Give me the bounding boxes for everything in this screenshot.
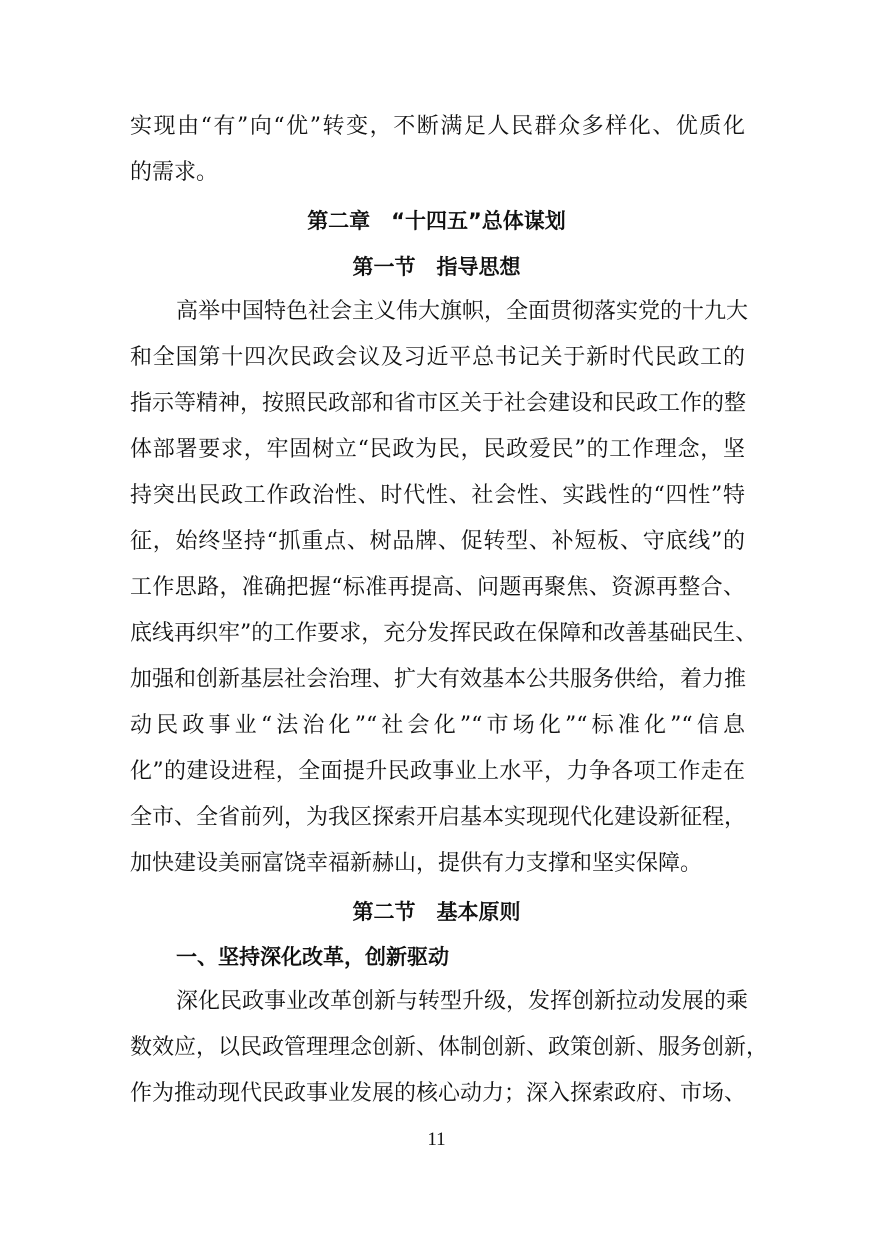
body-text-line: 体部署要求，牢固树立“民政为民，民政爱民”的工作理念，坚: [130, 437, 745, 462]
principle-title: 一、坚持深化改革，创新驱动: [176, 945, 449, 969]
body-text-line: 深化民政事业改革创新与转型升级，发挥创新拉动发展的乘: [176, 989, 749, 1014]
body-text-line: 持突出民政工作政治性、时代性、社会性、实践性的“四性”特: [130, 483, 745, 508]
body-text-line: 加快建设美丽富饶幸福新赫山，提供有力支撑和坚实保障。: [130, 851, 703, 876]
body-text-line: 底线再织牢”的工作要求，充分发挥民政在保障和改善基础民生、: [130, 621, 758, 646]
section-title: 第一节 指导思想: [352, 255, 521, 279]
body-text-line: 加强和创新基层社会治理、扩大有效基本公共服务供给，着力推: [130, 667, 747, 692]
body-text-line: 作为推动现代民政事业发展的核心动力；深入探索政府、市场、: [130, 1081, 747, 1106]
chapter-title: 第二章 “十四五”总体谋划: [307, 209, 566, 233]
section-title: 第二节 基本原则: [352, 900, 521, 924]
body-text-line: 高举中国特色社会主义伟大旗帜，全面贯彻落实党的十九大: [176, 299, 749, 324]
body-text-line: 全市、全省前列，为我区探索开启基本实现现代化建设新征程，: [130, 805, 747, 830]
body-text-line: 化”的建设进程，全面提升民政事业上水平，力争各项工作走在: [130, 759, 745, 784]
page-number: 11: [427, 1129, 446, 1150]
body-text-line: 动民政事业“法治化”“社会化”“市场化”“标准化”“信息: [130, 713, 745, 738]
body-text-line: 的需求。: [130, 160, 219, 185]
body-text-line: 工作思路，准确把握“标准再提高、问题再聚焦、资源再整合、: [130, 575, 745, 600]
body-text-line: 数效应，以民政管理理念创新、体制创新、政策创新、服务创新，: [130, 1035, 769, 1060]
body-text-line: 指示等精神，按照民政部和省市区关于社会建设和民政工作的整: [130, 391, 747, 416]
body-text-line: 和全国第十四次民政会议及习近平总书记关于新时代民政工的: [130, 345, 745, 370]
body-text-line: 实现由“有”向“优”转变，不断满足人民群众多样化、优质化: [130, 114, 745, 139]
body-text-line: 征，始终坚持“抓重点、树品牌、促转型、补短板、守底线”的: [130, 529, 745, 554]
